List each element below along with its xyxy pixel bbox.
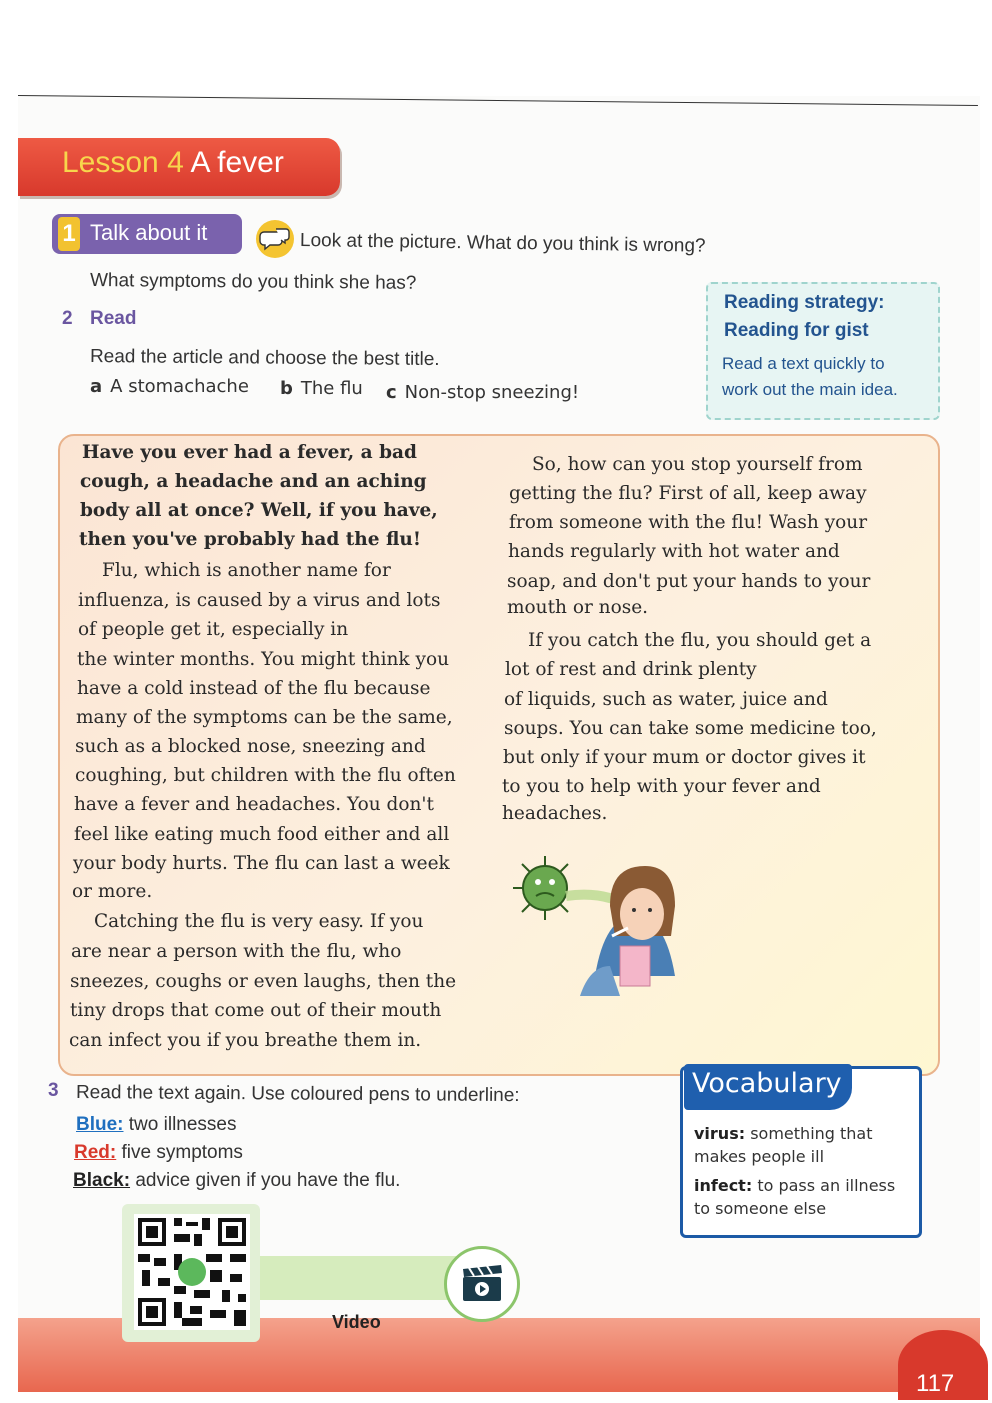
blue-key: Blue: <box>76 1114 124 1135</box>
exercise-3-instruction: Read the text again. Use coloured pens to underline: <box>75 1082 520 1107</box>
article-right-line: If you catch the flu, you should get a <box>528 630 872 651</box>
page-number: 117 <box>916 1370 955 1397</box>
article-left-line: Have you ever had a fever, a bad <box>82 442 417 463</box>
article-left-line: have a fever and headaches. You don't <box>74 794 434 815</box>
article-left-line: can infect you if you breathe them in. <box>69 1030 422 1051</box>
option-letter: a <box>90 376 103 397</box>
option-text: Non-stop sneezing! <box>404 382 580 403</box>
option-text: The flu <box>300 378 363 399</box>
article-right-line: mouth or nose. <box>507 597 649 618</box>
red-text: five symptoms <box>121 1142 243 1163</box>
article-left-line: many of the symptoms can be the same, <box>76 707 453 728</box>
article-left-line: feel like eating much food either and all <box>74 824 450 845</box>
talk-question-1: Look at the picture. What do you think is wrong? <box>299 230 706 257</box>
article-right-line: to you to help with your fever and <box>502 776 821 797</box>
talk-question-2: What symptoms do you think she has? <box>89 270 417 294</box>
strategy-title-1: Reading strategy: <box>724 292 885 313</box>
vocab-entry-infect <box>694 1176 895 1195</box>
lesson-number: Lesson 4 <box>62 146 184 179</box>
blue-text: two illnesses <box>128 1114 237 1135</box>
clapperboard-icon <box>447 1249 517 1319</box>
article-right-line: So, how can you stop yourself from <box>532 454 863 475</box>
article-left-line: then you've probably had the flu! <box>79 529 421 550</box>
speech-bubbles-icon <box>256 220 294 258</box>
option-letter: c <box>386 382 397 403</box>
read-instruction: Read the article and choose the best title. <box>89 346 440 371</box>
article-left-line: of people get it, especially in <box>78 619 349 640</box>
virus-icon <box>513 856 568 920</box>
article-right-line: of liquids, such as water, juice and <box>504 689 828 710</box>
sick-girl-illustration <box>500 846 720 1006</box>
black-text: advice given if you have the flu. <box>135 1170 401 1191</box>
strategy-text-2: work out the main idea. <box>722 380 898 399</box>
lesson-name: A fever <box>190 146 284 179</box>
vocab-word: virus: <box>694 1124 746 1143</box>
article-left-line: or more. <box>72 881 153 902</box>
exercise-3-number: 3 <box>48 1080 59 1101</box>
title-option-a <box>90 376 249 397</box>
vocabulary-title: Vocabulary <box>692 1068 842 1099</box>
title-option-c <box>386 382 579 403</box>
article-left-line: influenza, is caused by a virus and lots <box>78 590 441 611</box>
article-right-line: soups. You can take some medicine too, <box>504 718 877 739</box>
article-right-line: hands regularly with hot water and <box>508 541 840 562</box>
lesson-title <box>62 146 284 180</box>
read-heading: Read <box>90 308 137 329</box>
article-left-line: body all at once? Well, if you have, <box>80 500 438 521</box>
article-right-line: soap, and don't put your hands to your <box>507 571 871 592</box>
article-left-line: sneezes, coughs or even laughs, then the <box>70 971 457 992</box>
article-left-line: coughing, but children with the flu often <box>75 765 456 786</box>
article-left-line: Catching the flu is very easy. If you <box>94 911 424 932</box>
strategy-text-1: Read a text quickly to <box>722 354 885 373</box>
article-right-line: but only if your mum or doctor gives it <box>503 747 866 768</box>
option-text: A stomachache <box>110 376 249 397</box>
option-letter: b <box>280 378 293 399</box>
video-play-button[interactable] <box>444 1246 520 1322</box>
title-option-b <box>280 378 363 399</box>
article-left-line: Flu, which is another name for <box>102 560 391 581</box>
exercise-2-number: 2 <box>62 308 73 329</box>
red-key: Red: <box>74 1142 117 1163</box>
article-right-line: getting the flu? First of all, keep away <box>509 483 867 504</box>
vocab-definition-cont: to someone else <box>694 1199 827 1218</box>
underline-black-item <box>73 1170 400 1192</box>
article-left-line: have a cold instead of the flu because <box>77 678 431 699</box>
article-left-line: are near a person with the flu, who <box>71 941 402 962</box>
underline-red-item <box>74 1142 243 1164</box>
article-right-line: from someone with the flu! Wash your <box>509 512 868 533</box>
vocab-definition: to pass an illness <box>757 1176 896 1195</box>
strategy-title-2: Reading for gist <box>724 320 869 341</box>
exercise-1-number: 1 <box>58 217 80 251</box>
article-right-line: headaches. <box>502 803 608 824</box>
vocab-word: infect: <box>694 1176 753 1195</box>
vocab-definition-cont: makes people ill <box>694 1147 825 1166</box>
video-label: Video <box>332 1312 381 1332</box>
black-key: Black: <box>73 1170 131 1191</box>
vocab-definition: something that <box>750 1124 873 1143</box>
article-left-line: such as a blocked nose, sneezing and <box>75 736 426 757</box>
article-left-line: tiny drops that come out of their mouth <box>70 1000 442 1021</box>
article-left-line: the winter months. You might think you <box>77 649 449 670</box>
talk-about-it-label: Talk about it <box>90 220 208 245</box>
article-left-line: your body hurts. The flu can last a week <box>73 853 450 874</box>
article-left-line: cough, a headache and an aching <box>80 471 427 492</box>
vocab-entry-virus <box>694 1124 873 1143</box>
underline-blue-item <box>76 1114 237 1136</box>
article-right-line: lot of rest and drink plenty <box>505 659 757 680</box>
qr-code-icon[interactable] <box>134 1214 250 1330</box>
